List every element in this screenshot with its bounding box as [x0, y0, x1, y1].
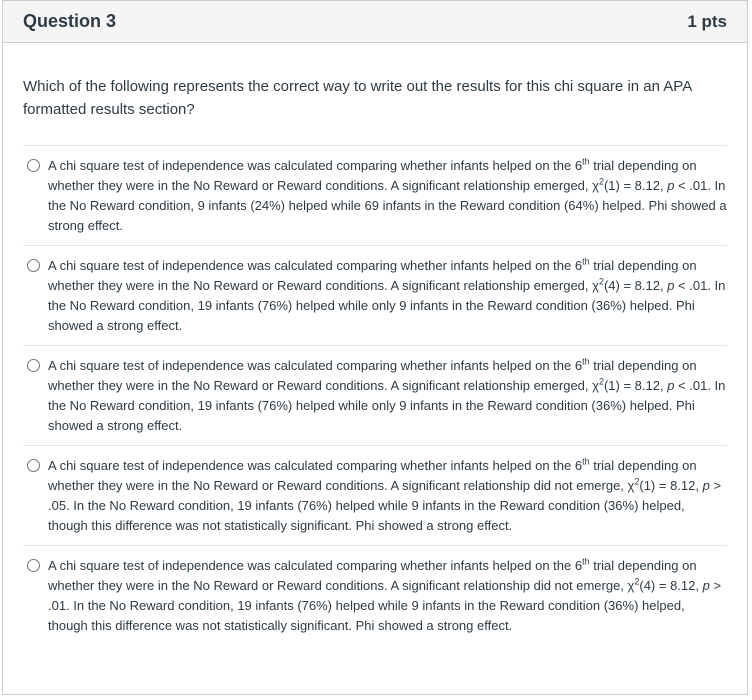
- answer-option-4[interactable]: [23, 446, 727, 546]
- answer-option-2[interactable]: [23, 246, 727, 346]
- radio-button[interactable]: [27, 259, 40, 272]
- answer-text: A chi square test of independence was calculated comparing whether infants helped on the 6th trial depending on whether they were in the No Reward or Reward conditions. A significant relationship emerged, $\chi^2(1) = 8.12$, p < .01. In the No Reward condition, 9 infants (24%) helped while 69 infants in the Reward condition (64%) helped. Phi showed a strong effect.: [48, 156, 727, 233]
- radio-button[interactable]: [27, 159, 40, 172]
- answer-option-3[interactable]: [23, 346, 727, 446]
- question-card: [2, 0, 748, 695]
- answer-text: A chi square test of independence was calculated comparing whether infants helped on the 6th trial depending on whether they were in the No Reward or Reward conditions. A significant relationship did not emerge, $\chi^2(1) = 8.12$, p > .05. In the No Reward condition, 19 infants (76%) helped while 9 infants in the Reward condition (36%) helped, though this difference was not statistically significant. Phi showed a strong effect.: [48, 456, 722, 533]
- radio-button[interactable]: [27, 559, 40, 572]
- radio-button[interactable]: [27, 459, 40, 472]
- answer-list: [23, 145, 727, 645]
- radio-button[interactable]: [27, 359, 40, 372]
- answer-text: A chi square test of independence was calculated comparing whether infants helped on the 6th trial depending on whether they were in the No Reward or Reward conditions. A significant relationship emerged, $\chi^2(1) = 8.12$, p < .01. In the No Reward condition, 19 infants (76%) helped while only 9 infants in the Reward condition (36%) helped. Phi showed a strong effect.: [48, 356, 726, 433]
- answer-text: A chi square test of independence was calculated comparing whether infants helped on the 6th trial depending on whether they were in the No Reward or Reward conditions. A significant relationship did not emerge, $\chi^2(4) = 8.12$, p > .01. In the No Reward condition, 19 infants (76%) helped while 9 infants in the Reward condition (36%) helped, though this difference was not statistically significant. Phi showed a strong effect.: [48, 556, 722, 633]
- question-points: 1 pts: [687, 11, 727, 31]
- question-title: Question 3: [23, 11, 117, 31]
- question-header: [3, 1, 747, 43]
- answer-option-5[interactable]: [23, 546, 727, 645]
- answer-text: A chi square test of independence was calculated comparing whether infants helped on the 6th trial depending on whether they were in the No Reward or Reward conditions. A significant relationship emerged, $\chi^2(4) = 8.12$, p < .01. In the No Reward condition, 19 infants (76%) helped while only 9 infants in the Reward condition (36%) helped. Phi showed a strong effect.: [48, 256, 726, 333]
- answer-option-1[interactable]: [23, 146, 727, 246]
- question-prompt: Which of the following represents the correct way to write out the results for this chi square in an APA formatted results section?: [23, 78, 692, 118]
